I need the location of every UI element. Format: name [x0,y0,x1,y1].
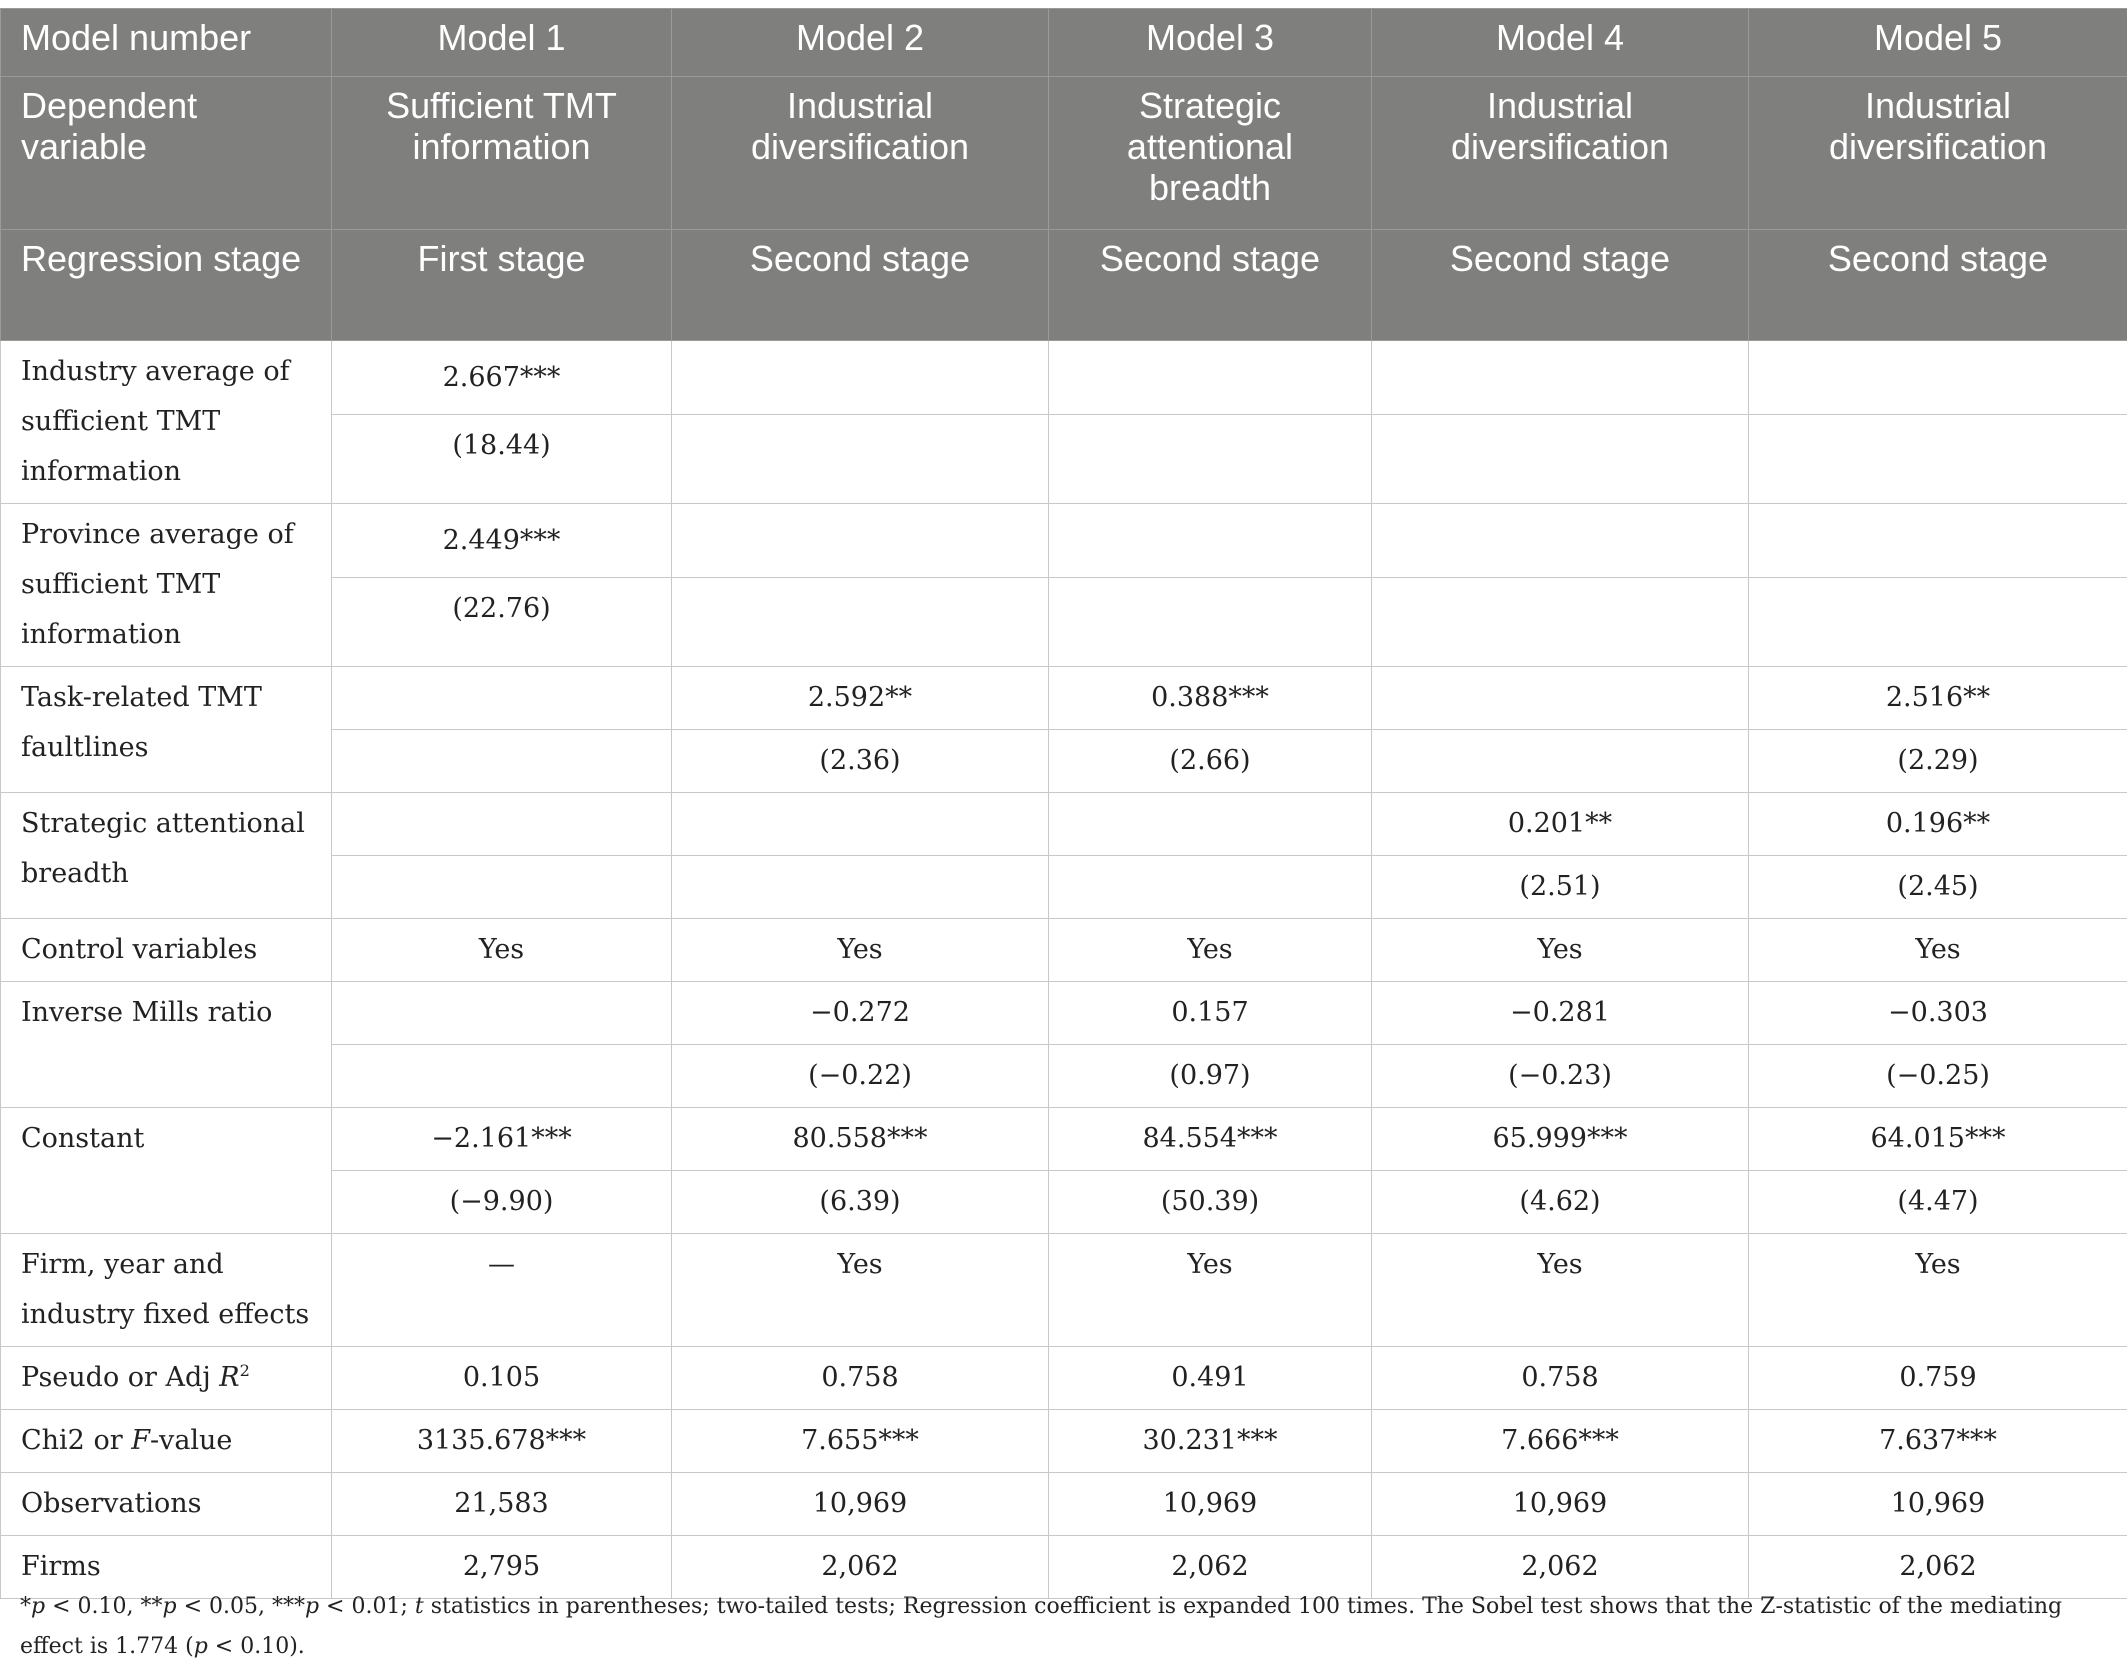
t-stat-cell [1372,730,1749,793]
t-stat-cell [1049,415,1372,504]
header-row-dependent-variable [1,77,2127,230]
dependent-variable-5: Industrial diversification [1749,77,2127,230]
t-stat-cell [1049,578,1372,667]
label-variable: R [219,1362,240,1393]
coef-cell: −0.272 [672,982,1049,1045]
table-row [1,1108,2127,1171]
coef-cell: 2.449*** [332,504,672,578]
header-model-3: Model 3 [1049,9,1372,77]
value-cell: 0.491 [1049,1347,1372,1410]
coef-cell [332,982,672,1045]
value-cell: Yes [1372,919,1749,982]
coef-cell [672,793,1049,856]
t-stat-cell: (6.39) [672,1171,1049,1234]
coef-cell [332,793,672,856]
value-cell: 21,583 [332,1473,672,1536]
note-text: < 0.10, ** [45,1594,163,1619]
note-star: * [20,1594,31,1619]
coef-cell [1372,504,1749,578]
header-model-2: Model 2 [672,9,1049,77]
table-row [1,1234,2127,1347]
regression-table [0,8,2127,1599]
value-cell: 30.231*** [1049,1410,1372,1473]
note-text: < 0.01; [319,1594,415,1619]
value-cell: Yes [672,1234,1049,1347]
header-model-1: Model 1 [332,9,672,77]
note-var: p [193,1634,208,1659]
note-var: t [414,1594,424,1619]
row-label-inverse-mills-ratio: Inverse Mills ratio [1,982,332,1108]
t-stat-cell [1049,856,1372,919]
coef-cell: 64.015*** [1749,1108,2127,1171]
header-row-regression-stage [1,230,2127,341]
coef-cell: 80.558*** [672,1108,1049,1171]
value-cell: Yes [1049,919,1372,982]
t-stat-cell: (2.45) [1749,856,2127,919]
note-text: < 0.10). [207,1634,305,1659]
coef-cell: 84.554*** [1049,1108,1372,1171]
stage-3: Second stage [1049,230,1372,341]
value-cell: 2,062 [672,1536,1049,1599]
coef-cell: 0.201** [1372,793,1749,856]
value-cell: 2,795 [332,1536,672,1599]
coef-cell [1749,504,2127,578]
table-row [1,1473,2127,1536]
label-text: Pseudo or Adj [21,1362,220,1393]
t-stat-cell [332,730,672,793]
coef-cell: 2.667*** [332,341,672,415]
coef-cell [1372,667,1749,730]
t-stat-cell: (4.62) [1372,1171,1749,1234]
t-stat-cell [1749,415,2127,504]
row-label-province-average: Province average of sufficient TMT information [1,504,332,667]
row-label-fixed-effects: Firm, year and industry fixed effects [1,1234,332,1347]
t-stat-cell [1372,415,1749,504]
table-footnote [20,1587,2110,1667]
header-label-model-number: Model number [1,9,332,77]
value-cell: 10,969 [672,1473,1049,1536]
note-var: p [162,1594,177,1619]
t-stat-cell [672,415,1049,504]
value-cell: 2,062 [1372,1536,1749,1599]
t-stat-cell: (4.47) [1749,1171,2127,1234]
row-label-r-squared [1,1347,332,1410]
row-label-industry-average: Industry average of sufficient TMT information [1,341,332,504]
header-label-regression-stage: Regression stage [1,230,332,341]
value-cell: 7.655*** [672,1410,1049,1473]
coef-cell [332,667,672,730]
t-stat-cell: (18.44) [332,415,672,504]
header-row-model-number [1,9,2127,77]
t-stat-cell: (2.51) [1372,856,1749,919]
row-label-strategic-attentional-breadth: Strategic attentional breadth [1,793,332,919]
dependent-variable-4: Industrial diversification [1372,77,1749,230]
value-cell: Yes [1749,919,2127,982]
t-stat-cell [672,578,1049,667]
t-stat-cell: (2.29) [1749,730,2127,793]
table-row [1,919,2127,982]
coef-cell: −2.161*** [332,1108,672,1171]
row-label-control-variables: Control variables [1,919,332,982]
row-label-firms: Firms [1,1536,332,1599]
note-text: < 0.05, *** [176,1594,305,1619]
stage-5: Second stage [1749,230,2127,341]
stage-2: Second stage [672,230,1049,341]
table-row [1,793,2127,856]
value-cell: 3135.678*** [332,1410,672,1473]
table-row [1,1347,2127,1410]
value-cell: 10,969 [1749,1473,2127,1536]
header-model-4: Model 4 [1372,9,1749,77]
dependent-variable-3: Strategic attentional breadth [1049,77,1372,230]
t-stat-cell: (−9.90) [332,1171,672,1234]
t-stat-cell: (2.66) [1049,730,1372,793]
value-cell: 2,062 [1049,1536,1372,1599]
t-stat-cell: (50.39) [1049,1171,1372,1234]
note-var: p [31,1594,46,1619]
row-label-task-related-faultlines: Task-related TMT faultlines [1,667,332,793]
t-stat-cell [332,856,672,919]
t-stat-cell: (−0.23) [1372,1045,1749,1108]
t-stat-cell [1372,578,1749,667]
coef-cell [1049,504,1372,578]
coef-cell: 0.157 [1049,982,1372,1045]
t-stat-cell: (−0.25) [1749,1045,2127,1108]
label-variable: F [131,1425,150,1456]
coef-cell [1372,341,1749,415]
value-cell: 0.759 [1749,1347,2127,1410]
t-stat-cell [672,856,1049,919]
value-cell: Yes [1372,1234,1749,1347]
table-row [1,982,2127,1045]
dependent-variable-1: Sufficient TMT information [332,77,672,230]
label-suffix: -value [149,1425,233,1456]
header-model-5: Model 5 [1749,9,2127,77]
coef-cell: 0.196** [1749,793,2127,856]
value-cell: 0.758 [672,1347,1049,1410]
value-cell: Yes [1749,1234,2127,1347]
t-stat-cell: (22.76) [332,578,672,667]
value-cell: Yes [332,919,672,982]
row-label-constant: Constant [1,1108,332,1234]
value-cell: Yes [1049,1234,1372,1347]
header-label-dependent-variable: Dependent variable [1,77,332,230]
coef-cell: 2.592** [672,667,1049,730]
value-cell: Yes [672,919,1049,982]
t-stat-cell: (−0.22) [672,1045,1049,1108]
stage-4: Second stage [1372,230,1749,341]
coef-cell: 0.388*** [1049,667,1372,730]
note-text: statistics in parentheses; two-tailed tests; Regression coefficient is expanded 100 times. The Sobel test shows that the Z-statistic of the mediating effect is 1.774 ( [20,1594,2063,1659]
value-cell: 10,969 [1372,1473,1749,1536]
coef-cell: 2.516** [1749,667,2127,730]
value-cell: 0.758 [1372,1347,1749,1410]
row-label-observations: Observations [1,1473,332,1536]
t-stat-cell: (0.97) [1049,1045,1372,1108]
coef-cell [1049,793,1372,856]
value-cell: — [332,1234,672,1347]
note-var: p [304,1594,320,1619]
coef-cell [672,341,1049,415]
value-cell: 7.637*** [1749,1410,2127,1473]
coef-cell: 65.999*** [1372,1108,1749,1171]
value-cell: 7.666*** [1372,1410,1749,1473]
stage-1: First stage [332,230,672,341]
label-superscript: 2 [239,1361,250,1380]
value-cell: 10,969 [1049,1473,1372,1536]
value-cell: 2,062 [1749,1536,2127,1599]
table-row [1,504,2127,578]
table-row [1,667,2127,730]
table-row [1,1410,2127,1473]
t-stat-cell [332,1045,672,1108]
coef-cell [1049,341,1372,415]
value-cell: 0.105 [332,1347,672,1410]
coef-cell [672,504,1049,578]
t-stat-cell: (2.36) [672,730,1049,793]
table-row [1,341,2127,415]
coef-cell [1749,341,2127,415]
label-text: Chi2 or [21,1425,132,1456]
t-stat-cell [1749,578,2127,667]
coef-cell: −0.281 [1372,982,1749,1045]
dependent-variable-2: Industrial diversification [672,77,1049,230]
coef-cell: −0.303 [1749,982,2127,1045]
row-label-chi2-f-value [1,1410,332,1473]
